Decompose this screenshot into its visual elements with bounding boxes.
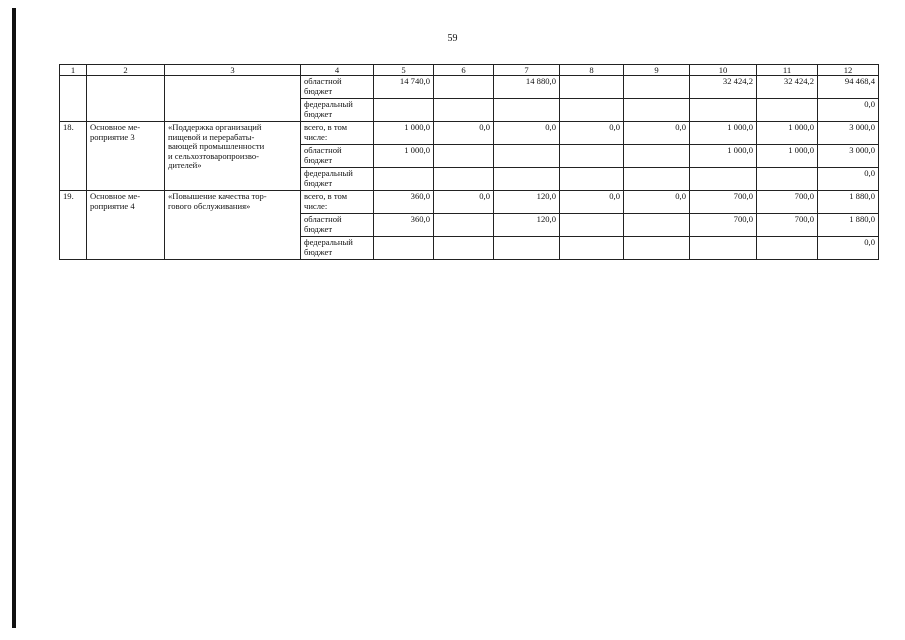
cell-value <box>757 237 818 260</box>
col-header: 4 <box>301 65 374 76</box>
cell-value <box>434 99 494 122</box>
cell-value <box>757 99 818 122</box>
cell-value <box>624 145 690 168</box>
table-row <box>60 76 879 99</box>
cell-value: 1 000,0 <box>690 145 757 168</box>
cell-source: областной бюджет <box>301 145 374 168</box>
col-header: 10 <box>690 65 757 76</box>
cell-name <box>87 76 165 122</box>
cell-total: 0,0 <box>818 237 879 260</box>
cell-value <box>624 76 690 99</box>
cell-value <box>374 168 434 191</box>
cell-source: всего, в том числе: <box>301 191 374 214</box>
cell-value <box>560 237 624 260</box>
cell-title: «Поддержка организаций пищевой и перерабаты- вающей промышленности и сельхозтоваропроизво- дителей» <box>165 122 301 191</box>
cell-value: 1 000,0 <box>757 122 818 145</box>
cell-value: 1 000,0 <box>757 145 818 168</box>
cell-total: 0,0 <box>818 99 879 122</box>
cell-source: областной бюджет <box>301 214 374 237</box>
cell-value <box>624 99 690 122</box>
cell-value: 14 880,0 <box>494 76 560 99</box>
cell-value: 700,0 <box>757 214 818 237</box>
col-header: 5 <box>374 65 434 76</box>
cell-value <box>690 237 757 260</box>
cell-title: «Повышение качества тор- гового обслуживания» <box>165 191 301 260</box>
cell-title <box>165 76 301 122</box>
cell-value <box>494 145 560 168</box>
cell-value <box>757 168 818 191</box>
cell-value: 32 424,2 <box>757 76 818 99</box>
cell-value <box>494 168 560 191</box>
cell-name: Основное ме- роприятие 3 <box>87 122 165 191</box>
cell-value <box>560 168 624 191</box>
cell-source: областной бюджет <box>301 76 374 99</box>
header-row <box>60 65 879 76</box>
cell-value <box>690 99 757 122</box>
cell-value: 0,0 <box>494 122 560 145</box>
cell-value: 1 000,0 <box>690 122 757 145</box>
cell-value: 14 740,0 <box>374 76 434 99</box>
cell-value: 700,0 <box>690 191 757 214</box>
cell-value: 700,0 <box>690 214 757 237</box>
cell-value: 0,0 <box>434 122 494 145</box>
binding-edge-bar <box>12 8 16 628</box>
cell-value: 1 000,0 <box>374 145 434 168</box>
cell-value: 0,0 <box>434 191 494 214</box>
cell-value <box>560 145 624 168</box>
cell-value: 32 424,2 <box>690 76 757 99</box>
cell-value <box>624 214 690 237</box>
cell-value <box>494 237 560 260</box>
cell-value <box>434 214 494 237</box>
cell-value: 360,0 <box>374 214 434 237</box>
col-header: 3 <box>165 65 301 76</box>
col-header: 11 <box>757 65 818 76</box>
cell-value: 0,0 <box>560 122 624 145</box>
cell-value: 0,0 <box>560 191 624 214</box>
page-number: 59 <box>447 33 458 44</box>
col-header: 6 <box>434 65 494 76</box>
table-row <box>60 122 879 145</box>
cell-num: 18. <box>60 122 87 191</box>
cell-value <box>560 99 624 122</box>
cell-value <box>374 237 434 260</box>
cell-num: 19. <box>60 191 87 260</box>
col-header: 9 <box>624 65 690 76</box>
cell-value <box>434 237 494 260</box>
cell-source: федеральный бюджет <box>301 168 374 191</box>
cell-total: 1 880,0 <box>818 214 879 237</box>
cell-value <box>374 99 434 122</box>
cell-source: федеральный бюджет <box>301 237 374 260</box>
col-header: 2 <box>87 65 165 76</box>
cell-value <box>434 168 494 191</box>
cell-source: федеральный бюджет <box>301 99 374 122</box>
cell-total: 1 880,0 <box>818 191 879 214</box>
col-header: 1 <box>60 65 87 76</box>
table-row <box>60 191 879 214</box>
cell-total: 0,0 <box>818 168 879 191</box>
cell-total: 94 468,4 <box>818 76 879 99</box>
cell-value: 0,0 <box>624 122 690 145</box>
cell-value: 1 000,0 <box>374 122 434 145</box>
cell-name: Основное ме- роприятие 4 <box>87 191 165 260</box>
cell-value: 0,0 <box>624 191 690 214</box>
cell-value <box>690 168 757 191</box>
cell-value: 700,0 <box>757 191 818 214</box>
cell-value <box>560 214 624 237</box>
budget-table <box>59 64 879 260</box>
cell-value <box>434 145 494 168</box>
col-header: 12 <box>818 65 879 76</box>
cell-value <box>624 168 690 191</box>
cell-value <box>560 76 624 99</box>
cell-value <box>494 99 560 122</box>
cell-value: 360,0 <box>374 191 434 214</box>
col-header: 7 <box>494 65 560 76</box>
cell-value <box>624 237 690 260</box>
cell-value <box>434 76 494 99</box>
cell-value: 120,0 <box>494 191 560 214</box>
cell-total: 3 000,0 <box>818 145 879 168</box>
col-header: 8 <box>560 65 624 76</box>
cell-value: 120,0 <box>494 214 560 237</box>
cell-source: всего, в том числе: <box>301 122 374 145</box>
cell-num <box>60 76 87 122</box>
cell-total: 3 000,0 <box>818 122 879 145</box>
